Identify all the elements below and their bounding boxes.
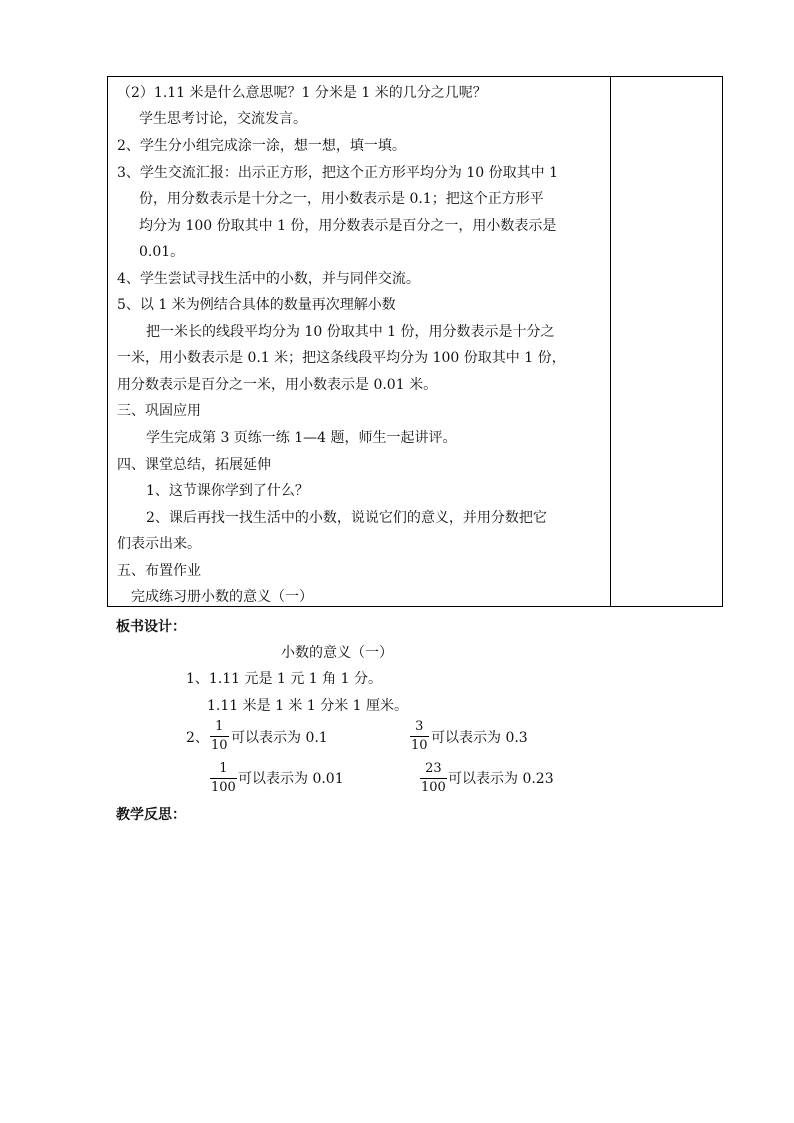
question-line: （2）1.11 米是什么意思呢？1 分米是 1 米的几分之几呢？	[117, 85, 487, 101]
fraction-denominator: 10	[411, 738, 428, 753]
step-3-line-3: 均分为 100 份取其中 1 份，用分数表示是百分之一，用小数表示是	[139, 218, 557, 234]
fraction-1-10	[210, 719, 229, 754]
lesson-table	[107, 76, 723, 607]
fraction-numerator: 3	[415, 719, 424, 734]
table-column-divider	[610, 77, 611, 606]
fraction-1-100	[210, 761, 237, 796]
step-5-line: 5、以 1 米为例结合具体的数量再次理解小数	[117, 297, 396, 313]
student-discussion-line: 学生思考讨论，交流发言。	[139, 111, 307, 127]
fraction-numerator: 1	[219, 761, 228, 776]
fraction-23-100	[420, 761, 447, 796]
board-item-2-prefix: 2、	[186, 730, 209, 746]
homework-line: 完成练习册小数的意义（一）	[131, 589, 313, 605]
fraction-denominator: 100	[421, 780, 446, 795]
fraction-1-10-text: 可以表示为 0.1	[231, 730, 328, 746]
step-3-line-2: 份，用分数表示是十分之一，用小数表示是 0.1；把这个正方形平	[139, 191, 544, 207]
section-homework-heading: 五、布置作业	[117, 563, 201, 579]
fraction-denominator: 10	[211, 738, 228, 753]
fraction-3-10-text: 可以表示为 0.3	[431, 730, 528, 746]
section-summary-heading: 四、课堂总结，拓展延伸	[117, 457, 271, 473]
fraction-23-100-text: 可以表示为 0.23	[448, 771, 554, 787]
fraction-bar	[210, 736, 229, 737]
step-5-detail-line-1: 把一米长的线段平均分为 10 份取其中 1 份，用分数表示是十分之	[146, 324, 555, 340]
summary-item-1: 1、这节课你学到了什么？	[146, 483, 309, 499]
step-3-line-1: 3、学生交流汇报：出示正方形，把这个正方形平均分为 10 份取其中 1	[117, 165, 558, 181]
fraction-bar	[410, 736, 429, 737]
fraction-numerator: 23	[425, 761, 442, 776]
consolidation-line: 学生完成第 3 页练一练 1—4 题，师生一起讲评。	[146, 430, 457, 446]
section-consolidation-heading: 三、巩固应用	[117, 403, 201, 419]
fraction-denominator: 100	[211, 780, 236, 795]
summary-item-2-line-2: 们表示出来。	[117, 536, 201, 552]
step-5-detail-line-2: 一米，用小数表示是 0.1 米；把这条线段平均分为 100 份取其中 1 份，	[117, 350, 566, 366]
board-item-1-line-2: 1.11 米是 1 米 1 分米 1 厘米。	[207, 698, 409, 714]
fraction-1-100-text: 可以表示为 0.01	[238, 771, 344, 787]
fraction-3-10	[410, 719, 429, 754]
step-2-line: 2、学生分小组完成涂一涂，想一想，填一填。	[117, 138, 406, 154]
fraction-bar	[210, 778, 237, 779]
board-item-1-line-1: 1、1.11 元是 1 元 1 角 1 分。	[186, 671, 382, 687]
teaching-reflection-heading: 教学反思：	[116, 807, 186, 823]
fraction-bar	[420, 778, 447, 779]
summary-item-2-line-1: 2、课后再找一找生活中的小数，说说它们的意义，并用分数把它	[146, 510, 547, 526]
fraction-numerator: 1	[215, 719, 224, 734]
step-3-line-4: 0.01。	[139, 244, 185, 260]
board-title: 小数的意义（一）	[281, 645, 393, 661]
step-5-detail-line-3: 用分数表示是百分之一米，用小数表示是 0.01 米。	[117, 377, 438, 393]
board-design-heading: 板书设计：	[116, 619, 186, 635]
step-4-line: 4、学生尝试寻找生活中的小数，并与同伴交流。	[117, 271, 420, 287]
